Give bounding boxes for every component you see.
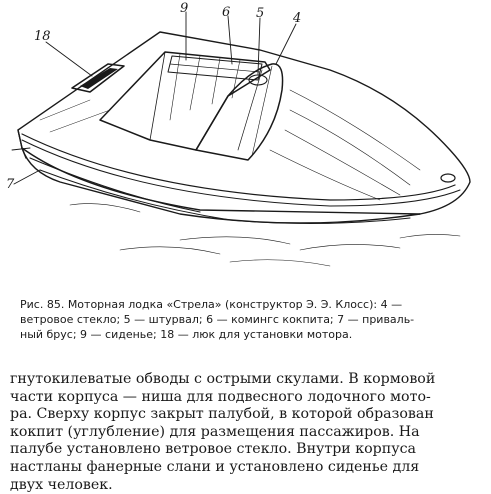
- callout-18: 18: [34, 29, 51, 44]
- callout-5: 5: [256, 6, 265, 21]
- hull-side: [22, 148, 420, 223]
- body-line: настланы фанерные слани и установлено сиденье для: [10, 458, 420, 475]
- caption-line: Рис. 85. Моторная лодка «Стрела» (конструктор Э. Э. Клосс): 4 —: [20, 298, 403, 311]
- body-line: части корпуса — ниша для подвесного лодочного мото-: [10, 388, 431, 405]
- cockpit-coaming: [100, 52, 270, 150]
- leader-6: [228, 16, 232, 64]
- callout-7: 7: [6, 177, 15, 192]
- figure-caption: [20, 297, 480, 342]
- caption-line: ный брус; 9 — сиденье; 18 — люк для установки мотора.: [20, 328, 353, 341]
- body-line: двух человек.: [10, 476, 113, 493]
- body-line: гнутокилеватые обводы с острыми скулами. В кормовой: [10, 371, 436, 387]
- leader-5: [258, 18, 260, 74]
- callout-9: 9: [180, 1, 189, 16]
- leader-7b: [14, 170, 40, 184]
- body-line: палубе установлено ветровое стекло. Внутри корпуса: [10, 441, 416, 458]
- body-paragraph: [10, 371, 482, 494]
- body-line: кокпит (углубление) для размещения пассажиров. На: [10, 423, 420, 440]
- leader-18: [46, 42, 92, 76]
- callout-6: 6: [222, 5, 231, 20]
- body-line: ра. Сверху корпус закрыт палубой, в которой образован: [10, 406, 434, 423]
- callout-4: 4: [293, 11, 302, 26]
- leader-7a: [12, 148, 30, 150]
- caption-line: ветровое стекло; 5 — штурвал; 6 — комингс кокпита; 7 — приваль-: [20, 313, 415, 326]
